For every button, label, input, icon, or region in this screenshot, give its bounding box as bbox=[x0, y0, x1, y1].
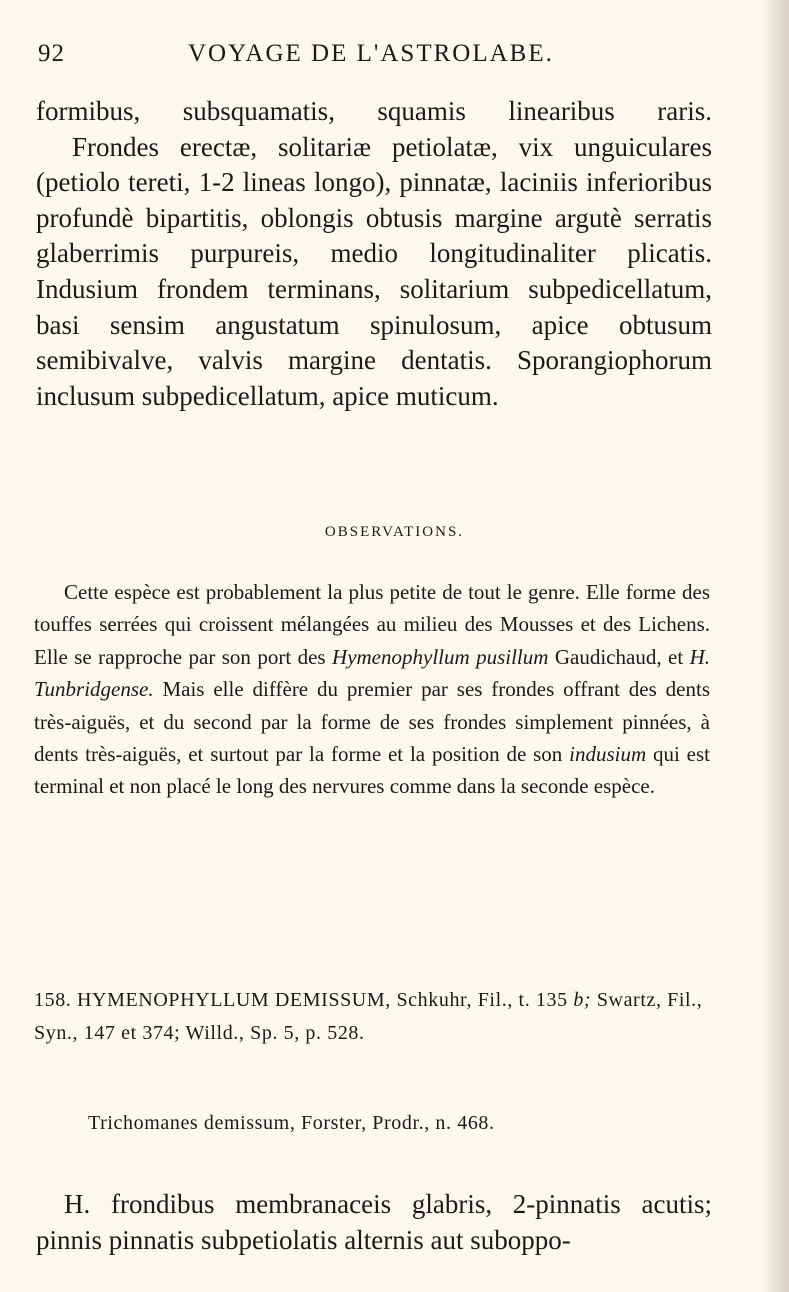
latin-description bbox=[36, 94, 712, 414]
page-number: 92 bbox=[38, 40, 65, 67]
entry-species-name: HYMENOPHYLLUM DEMISSUM, bbox=[77, 989, 391, 1011]
observations-text-1: Cette espèce est probablement la plus petite de tout le genre. Elle forme des touffes serrées qui croissent mélangées au milieu des Mousses et des Lichens. Elle se rapproche par son port des bbox=[34, 580, 710, 669]
entry-ref-2: Swartz, Fil., Syn., 147 et 374; Willd., Sp. 5, p. 528. bbox=[34, 989, 703, 1044]
running-header bbox=[38, 40, 718, 80]
page-edge-shadow bbox=[761, 0, 789, 1292]
observations-paragraph bbox=[34, 576, 710, 803]
term-indusium: indusium bbox=[569, 742, 647, 767]
observations-heading: OBSERVATIONS. bbox=[324, 524, 465, 540]
diagnosis-paragraph: H. frondibus membranaceis glabris, 2-pinnatis acutis; pinnis pinnatis subpetiolatis alternis aut suboppo- bbox=[36, 1189, 712, 1255]
species-name-tunbridgense: H. Tunbridgense. bbox=[34, 644, 710, 702]
observations-text-3: Mais elle diffère du premier par ses frondes offrant des dents très-aiguës, et du second par la forme de ses frondes simplement pinnées, à dents très-aiguës, et surtout par la forme et la position de son bbox=[34, 677, 711, 767]
fronds-paragraph: Frondes erectæ, solitariæ petiolatæ, vix unguiculares (petiolo tereti, 1-2 lineas longo), pinnatæ, laciniis inferioribus profundè bipartitis, oblongis obtusis margine argutè serratis glaberrimis purpureis, medio longitudinaliter plicatis. Indusium frondem terminans, solitarium subpedicellatum, basi sensim angustatum spinulosum, apice obtusum semibivalve, valvis margine dentatis. Sporangiophorum inclusum subpedicellatum, apice muticum. bbox=[36, 131, 712, 411]
entry-ref-1: Schkuhr, Fil., t. 135 bbox=[396, 989, 568, 1011]
species-entry bbox=[34, 984, 714, 1050]
observations-text-4: qui est terminal et non placé le long des nervures comme dans la seconde espèce. bbox=[34, 742, 711, 799]
observations-text-2: Gaudichaud, et bbox=[554, 644, 684, 669]
synonym-line: Trichomanes demissum, Forster, Prodr., n. 468. bbox=[88, 1112, 495, 1134]
continuation-line: formibus, subsquamatis, squamis linearibus raris. bbox=[36, 96, 712, 126]
diagnosis bbox=[36, 1186, 712, 1258]
species-entry-line bbox=[34, 984, 714, 1050]
species-name-pusillum: Hymenophyllum pusillum bbox=[332, 644, 549, 669]
running-title: VOYAGE DE L'ASTROLABE. bbox=[188, 40, 554, 67]
entry-number: 158. bbox=[34, 989, 72, 1011]
observations-body bbox=[34, 576, 710, 803]
entry-ref-italic: b; bbox=[573, 989, 592, 1011]
